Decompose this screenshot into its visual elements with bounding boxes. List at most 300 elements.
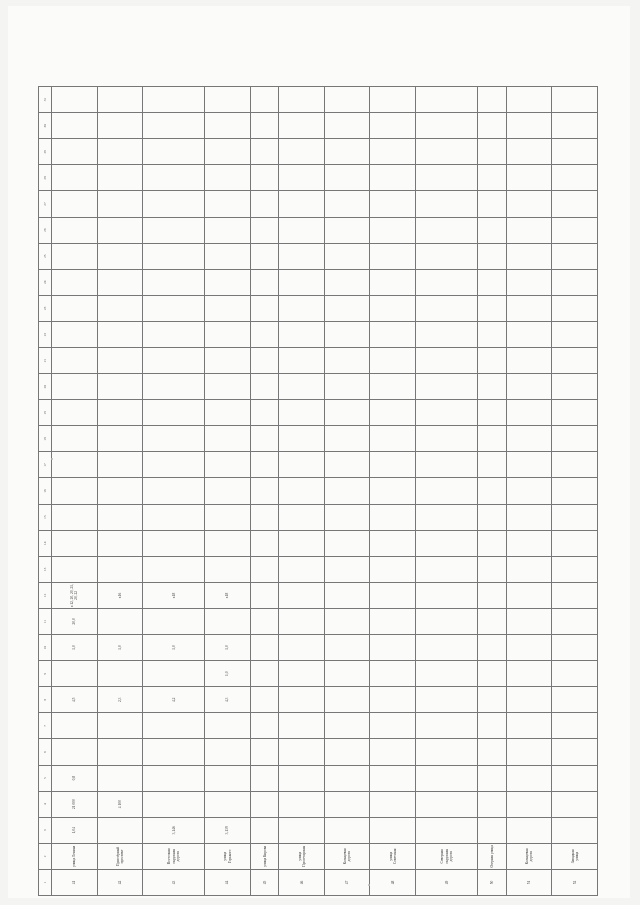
table-cell [415,87,477,113]
table-cell [250,165,279,191]
table-cell [552,269,598,295]
table-cell [506,348,552,374]
table-cell [250,687,279,713]
table-cell [506,217,552,243]
table-cell [143,739,205,765]
table-cell [52,713,98,739]
table-cell [205,269,251,295]
table-cell [506,635,552,661]
table-row [143,87,205,896]
table-cell: улица Кирова [250,843,279,869]
table-cell [97,556,143,582]
table-cell [143,530,205,556]
table-cell [250,582,279,608]
table-cell [506,87,552,113]
table-cell [97,321,143,347]
table-cell [552,348,598,374]
table-cell [478,321,507,347]
table-cell [143,217,205,243]
table-cell [478,217,507,243]
table-cell [250,139,279,165]
table-cell [370,139,416,165]
table-cell [97,426,143,452]
table-cell [97,348,143,374]
table-cell [279,478,325,504]
table-row [52,87,98,896]
column-header: 29 [39,139,52,165]
data-table [38,86,598,896]
table-cell [97,87,143,113]
table-cell [143,452,205,478]
table-cell [250,452,279,478]
column-header: 4 [39,791,52,817]
table-cell [279,426,325,452]
table-row [552,87,598,896]
table-cell: 1,0 [97,635,143,661]
table-cell [279,113,325,139]
table-cell [370,269,416,295]
table-cell [52,243,98,269]
table-cell [250,556,279,582]
table-cell [478,713,507,739]
table-cell [143,400,205,426]
table-cell [324,243,370,269]
table-cell [52,87,98,113]
table-cell [52,739,98,765]
column-header: 30 [39,113,52,139]
column-header: 28 [39,165,52,191]
table-cell [478,426,507,452]
table-cell [52,426,98,452]
table-cell: 49 [415,869,477,895]
table-cell [250,608,279,634]
table-cell [370,426,416,452]
column-header: 6 [39,739,52,765]
table-cell [324,139,370,165]
table-cell [552,426,598,452]
table-cell [370,400,416,426]
table-cell [250,426,279,452]
table-cell [205,113,251,139]
table-cell [506,817,552,843]
column-header: 5 [39,765,52,791]
table-cell [279,165,325,191]
table-cell [552,713,598,739]
table-cell [478,635,507,661]
table-cell [250,765,279,791]
table-cell [552,504,598,530]
table-cell [324,478,370,504]
table-cell [415,530,477,556]
table-cell: г.16 [97,582,143,608]
table-cell [97,739,143,765]
table-cell [324,400,370,426]
table-cell: 46 [279,869,325,895]
table-cell [250,661,279,687]
table-cell [143,139,205,165]
column-header: 8 [39,687,52,713]
table-cell [279,295,325,321]
table-cell [143,608,205,634]
table-cell [250,713,279,739]
table-cell [506,374,552,400]
table-cell [279,530,325,556]
table-cell [370,87,416,113]
table-cell [250,348,279,374]
table-cell [279,504,325,530]
table-cell [478,504,507,530]
table-cell [143,713,205,739]
table-cell [97,713,143,739]
table-cell [324,348,370,374]
table-cell [97,817,143,843]
table-cell: 1,0 [52,635,98,661]
table-cell [370,321,416,347]
table-cell [370,661,416,687]
table-cell [415,791,477,817]
table-cell [143,661,205,687]
table-cell: Озерная улица [478,843,507,869]
table-cell [506,426,552,452]
table-cell [279,87,325,113]
table-cell [279,608,325,634]
table-cell [370,113,416,139]
table-cell: 44 [205,869,251,895]
table-cell [52,191,98,217]
table-cell [552,191,598,217]
column-header: 9 [39,661,52,687]
table-cell [370,739,416,765]
table-cell [415,217,477,243]
table-cell: 47 [324,869,370,895]
table-cell [250,113,279,139]
table-cell [370,765,416,791]
table-cell [324,426,370,452]
table-cell [415,243,477,269]
table-cell [279,243,325,269]
table-cell [279,191,325,217]
table-cell [415,608,477,634]
table-cell [370,687,416,713]
table-cell [52,400,98,426]
table-cell [250,739,279,765]
table-cell [250,269,279,295]
table-cell [250,530,279,556]
table-cell [250,217,279,243]
column-header: 10 [39,635,52,661]
table-cell [552,295,598,321]
table-cell [506,739,552,765]
table-cell [415,269,477,295]
table-cell [324,504,370,530]
table-cell [552,243,598,269]
column-header: 13 [39,556,52,582]
table-cell [552,608,598,634]
table-cell [97,765,143,791]
table-cell [205,608,251,634]
table-cell [97,504,143,530]
table-cell: 1,04 [52,817,98,843]
table-cell [478,739,507,765]
table-row [324,87,370,896]
table-cell: Западная улица [552,843,598,869]
table-cell [250,478,279,504]
table-cell [506,321,552,347]
column-header: 3 [39,817,52,843]
column-header: 12 [39,582,52,608]
table-cell [478,165,507,191]
table-cell: 51 [506,869,552,895]
column-header: 21 [39,348,52,374]
table-cell [506,478,552,504]
table-cell: Кольцевая дорога [324,843,370,869]
table-cell [415,661,477,687]
table-cell [97,269,143,295]
table-cell [143,765,205,791]
table-cell [250,400,279,426]
table-cell [506,582,552,608]
table-cell [279,400,325,426]
table-header-row [39,87,52,896]
column-header: 11 [39,608,52,634]
table-cell [324,556,370,582]
column-header: 14 [39,530,52,556]
table-cell [52,217,98,243]
column-header: 19 [39,400,52,426]
table-cell [415,139,477,165]
table-cell [552,400,598,426]
table-cell [478,374,507,400]
table-row [250,87,279,896]
table-cell [52,165,98,191]
column-header: 23 [39,295,52,321]
table-cell [324,582,370,608]
table-cell [52,139,98,165]
table-cell [324,765,370,791]
table-row [506,87,552,896]
column-header: 7 [39,713,52,739]
table-cell [552,113,598,139]
table-cell [324,374,370,400]
table-cell [52,452,98,478]
table-cell [143,87,205,113]
table-cell: 4,5 [52,687,98,713]
table-cell [415,452,477,478]
table-cell [52,321,98,347]
scan-speck [368,884,370,886]
table-cell [143,478,205,504]
table-cell: 42 [97,869,143,895]
table-cell [552,139,598,165]
table-cell [478,452,507,478]
table-cell [478,817,507,843]
table-cell [415,765,477,791]
table-cell [324,295,370,321]
column-header: 31 [39,87,52,113]
table-cell [552,817,598,843]
table-cell [205,452,251,478]
table-cell [97,243,143,269]
table-cell [478,478,507,504]
column-header: 24 [39,269,52,295]
table-cell [506,661,552,687]
table-cell [143,426,205,452]
table-row [97,87,143,896]
table-cell [143,504,205,530]
table-cell: 3,146 [143,817,205,843]
table-cell: Приозёрный проспект [97,843,143,869]
table-cell [205,165,251,191]
table-cell [205,478,251,504]
table-cell [552,556,598,582]
table-cell [205,426,251,452]
table-cell [250,87,279,113]
table-cell [506,530,552,556]
table-row [478,87,507,896]
table-cell [415,426,477,452]
table-cell [250,191,279,217]
table-cell: г.18 [205,582,251,608]
table-cell [506,113,552,139]
table-cell [97,530,143,556]
table-cell [506,269,552,295]
table-cell [279,348,325,374]
table-cell [415,321,477,347]
table-cell [279,661,325,687]
table-cell [205,243,251,269]
table-cell [279,217,325,243]
column-header: 20 [39,374,52,400]
table-cell [97,113,143,139]
table-cell [279,739,325,765]
table-cell [324,608,370,634]
table-cell [250,791,279,817]
table-cell [478,661,507,687]
table-cell [279,817,325,843]
table-cell [52,530,98,556]
table-cell [370,713,416,739]
table-cell [143,556,205,582]
table-cell [415,687,477,713]
table-cell [324,791,370,817]
table-cell [279,321,325,347]
table-cell [552,217,598,243]
table-cell [552,635,598,661]
table-cell [279,374,325,400]
table-cell: 1,0 [143,635,205,661]
table-cell: Северная окружная дорога [415,843,477,869]
table-cell [143,321,205,347]
table-cell [205,556,251,582]
table-cell [205,400,251,426]
table-body [52,87,598,896]
table-cell [205,791,251,817]
table-cell [370,165,416,191]
table-cell [506,191,552,217]
table-cell [250,635,279,661]
table-cell [205,739,251,765]
table-cell [97,452,143,478]
table-cell [205,217,251,243]
table-cell [370,217,416,243]
table-cell [324,661,370,687]
table-cell [52,478,98,504]
table-cell [478,582,507,608]
table-cell [205,765,251,791]
table-cell [415,817,477,843]
table-cell: г.12, 20, 20, 21, 20, 22 [52,582,98,608]
table-cell [205,530,251,556]
column-header: 22 [39,321,52,347]
table-cell: Кольцевая дорога [506,843,552,869]
scan-speck [51,458,53,460]
table-cell [415,556,477,582]
table-cell [415,295,477,321]
table-cell [478,295,507,321]
table-cell [506,400,552,426]
table-cell [415,739,477,765]
table-cell: улица Ленина [52,843,98,869]
column-header: 27 [39,191,52,217]
table-cell [552,165,598,191]
table-cell [52,556,98,582]
table-cell [279,791,325,817]
table-cell [324,269,370,295]
table-cell [506,687,552,713]
table-cell [552,582,598,608]
table-cell: 48 [370,869,416,895]
table-cell: 4 100 [97,791,143,817]
table-cell [324,713,370,739]
table-cell [370,295,416,321]
table-cell [324,113,370,139]
table-cell [478,791,507,817]
table-cell: Восточная окружная дорога [143,843,205,869]
table-cell [478,400,507,426]
table-cell [52,348,98,374]
table-cell: 4,2 [143,687,205,713]
table-cell: 52 [552,869,598,895]
table-cell [506,556,552,582]
table-cell [279,452,325,478]
table-cell [143,348,205,374]
table-cell [279,635,325,661]
table-cell [205,191,251,217]
table-cell [205,295,251,321]
table-cell [143,191,205,217]
table-cell [205,87,251,113]
table-cell [52,269,98,295]
table-cell: 1,0 [205,635,251,661]
table-cell [415,504,477,530]
table-cell [370,374,416,400]
table-cell [205,504,251,530]
table-cell [415,478,477,504]
table-cell [370,556,416,582]
table-row [370,87,416,896]
column-header: 18 [39,426,52,452]
table-cell [370,530,416,556]
table-cell [279,713,325,739]
table-cell [370,791,416,817]
table-cell [279,687,325,713]
table-cell: 3,139 [205,817,251,843]
table-cell [97,191,143,217]
table-cell [250,817,279,843]
table-cell [552,687,598,713]
table-cell [205,713,251,739]
table-cell [370,348,416,374]
